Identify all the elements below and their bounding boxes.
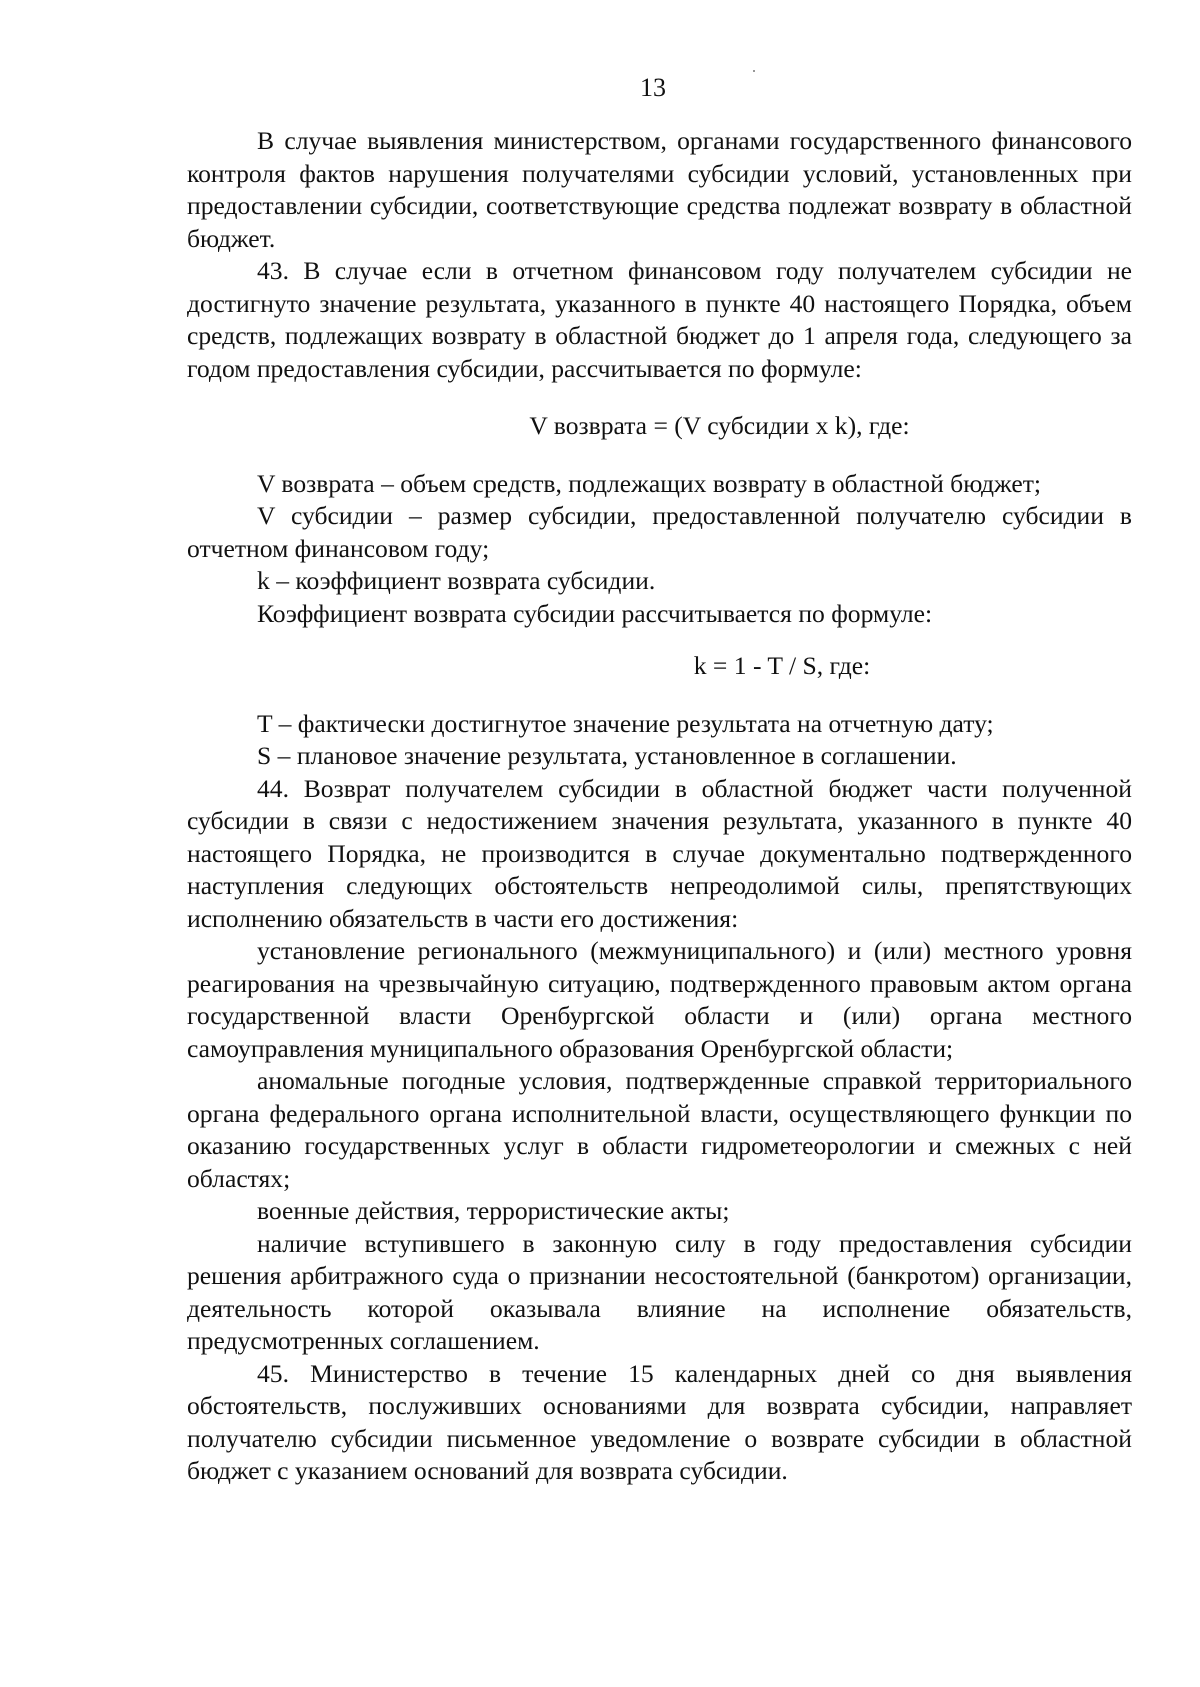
paragraph-coefficient-intro: Коэффициент возврата субсидии рассчитывается по формуле: <box>257 598 933 628</box>
formula-coefficient: k = 1 - T / S, где: <box>693 651 871 680</box>
definition-s: S – плановое значение результата, установленное в соглашении. <box>257 741 957 770</box>
paragraph-violation-return: В случае выявления министерством, органами государственного финансового контроля фактов нарушения получателями субсидии условий, установленных при предоставлении субсидии, соответствующие средства подлежат возврату в областной бюджет. <box>187 126 1132 253</box>
list-item-emergency: установление регионального (межмуниципального) и (или) местного уровня реагирования на чрезвычайную ситуацию, подтвержденного правовым актом органа государственной власти Оренбургской области и (или) органа местного самоуправления муниципального образования Оренбургской области; <box>187 936 1132 1063</box>
page-number: 13 <box>640 73 666 102</box>
definition-v-subsidy: V субсидии – размер субсидии, предоставленной получателю субсидии в отчетном финансовом году; <box>187 501 1132 563</box>
definition-v-return: V возврата – объем средств, подлежащих возврату в областной бюджет; <box>257 468 1042 498</box>
list-item-weather: аномальные погодные условия, подтвержденные справкой территориального органа федерального органа исполнительной власти, осуществляющего функции по оказанию государственных услуг в области гидрометеорологии и смежных с ней областях; <box>187 1066 1132 1193</box>
formula-return-volume: V возврата = (V субсидии x k), где: <box>529 411 910 440</box>
paragraph-44: 44. Возврат получателем субсидии в областной бюджет части полученной субсидии в связи с недостижением значения результата, указанного в пункте 40 настоящего Порядка, не производится в случае документально подтвержденного наступления следующих обстоятельств непреодолимой силы, препятствующих исполнению обязательств в части его достижения: <box>187 773 1132 933</box>
list-item-military: военные действия, террористические акты; <box>257 1196 730 1225</box>
document-body <box>187 125 1132 1488</box>
paragraph-45: 45. Министерство в течение 15 календарных дней со дня выявления обстоятельств, послуживших основаниями для возврата субсидии, направляет получателю субсидии письменное уведомление о возврате субсидии в областной бюджет с указанием оснований для возврата субсидии. <box>187 1358 1132 1485</box>
list-item-bankruptcy: наличие вступившего в законную силу в году предоставления субсидии решения арбитражного суда о признании несостоятельной (банкротом) организации, деятельность которой оказывала влияние на исполнение обязательств, предусмотренных соглашением. <box>187 1228 1132 1355</box>
definition-k: k – коэффициент возврата субсидии. <box>257 566 656 595</box>
paragraph-43: 43. В случае если в отчетном финансовом году получателем субсидии не достигнуто значение результата, указанного в пункте 40 настоящего Порядка, объем средств, подлежащих возврату в областной бюджет до 1 апреля года, следующего за годом предоставления субсидии, рассчитывается по формуле: <box>187 256 1132 383</box>
definition-t: T – фактически достигнутое значение результата на отчетную дату; <box>257 708 994 738</box>
scan-speck <box>753 70 755 72</box>
